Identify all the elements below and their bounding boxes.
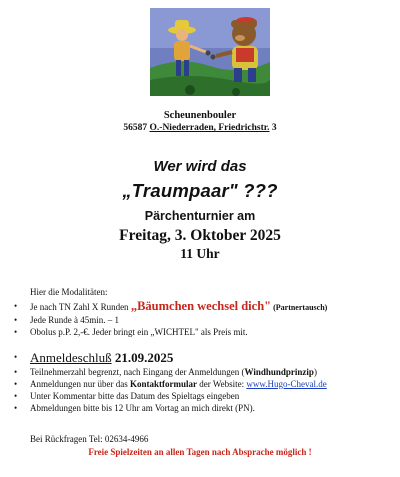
registration-4: Abmeldungen bitte bis 12 Uhr am Vortag an mich direkt (PN).: [30, 403, 255, 413]
modality-1-prefix: Je nach TN Zahl X Runden: [30, 302, 131, 312]
registration-2-bold: Kontaktformular: [129, 379, 197, 389]
free-play-note: Freie Spielzeiten an allen Tagen nach Absprache möglich !: [88, 447, 312, 457]
bullet-icon: •: [14, 403, 18, 413]
modality-1-suffix: (Partnertausch): [271, 303, 328, 312]
deadline-date: 21.09.2025: [114, 350, 174, 365]
list-item: [14, 366, 327, 378]
contact-line: Bei Rückfragen Tel: 02634-4966: [30, 434, 149, 444]
org-name: Scheunenbouler: [163, 110, 237, 121]
event-subtitle: Pärchenturnier am: [144, 209, 256, 223]
modality-3: Obolus p.P. 2,-€. Jeder bringt ein „WICHTEL" als Preis mit.: [30, 327, 248, 337]
boule-players-illustration: [150, 8, 270, 96]
org-address-prefix: 56587: [123, 123, 150, 133]
bullet-icon: •: [14, 367, 18, 377]
list-item: [14, 402, 327, 414]
bullet-icon: •: [14, 391, 18, 401]
headline-line2: „Traumpaar" ???: [122, 180, 278, 201]
registration-1-prefix: Teilnehmerzahl begrenzt, nach Eingang der Anmeldungen (: [30, 367, 245, 377]
modalities-heading: Hier die Modalitäten:: [30, 287, 108, 297]
registration-list: [14, 366, 327, 414]
modality-1-highlight: „Bäumchen wechsel dich": [130, 299, 272, 313]
registration-deadline: [14, 350, 173, 366]
bullet-icon: •: [14, 379, 18, 389]
list-item: [14, 378, 327, 390]
modalities-list: [14, 300, 327, 338]
org-address-street: O.-Niederraden, Friedrichstr.: [149, 123, 270, 133]
registration-1-suffix: ): [313, 367, 317, 377]
modality-2: Jede Runde à 45min. – 1: [30, 315, 119, 325]
registration-3: Unter Kommentar bitte das Datum des Spieltags eingeben: [30, 391, 240, 401]
bullet-icon: •: [14, 315, 18, 325]
list-item: [14, 300, 327, 314]
event-time: 11 Uhr: [180, 246, 220, 261]
bullet-icon: •: [14, 301, 18, 311]
deadline-label: Anmeldeschluß: [30, 350, 112, 365]
list-item: [14, 314, 327, 326]
registration-2-prefix: Anmeldungen nur über das: [30, 379, 130, 389]
list-item: [14, 390, 327, 402]
bullet-icon: •: [14, 327, 18, 337]
org-address: [0, 123, 400, 133]
registration-2-middle: der Website:: [196, 379, 247, 389]
headline-line1: Wer wird das: [153, 158, 247, 175]
event-date: Freitag, 3. Oktober 2025: [119, 227, 281, 244]
registration-1-bold: Windhundprinzip: [244, 367, 314, 377]
website-link[interactable]: www.Hugo-Cheval.de: [246, 379, 327, 389]
org-address-number: 3: [271, 123, 277, 133]
list-item: [14, 326, 327, 338]
bullet-icon: •: [14, 352, 18, 362]
